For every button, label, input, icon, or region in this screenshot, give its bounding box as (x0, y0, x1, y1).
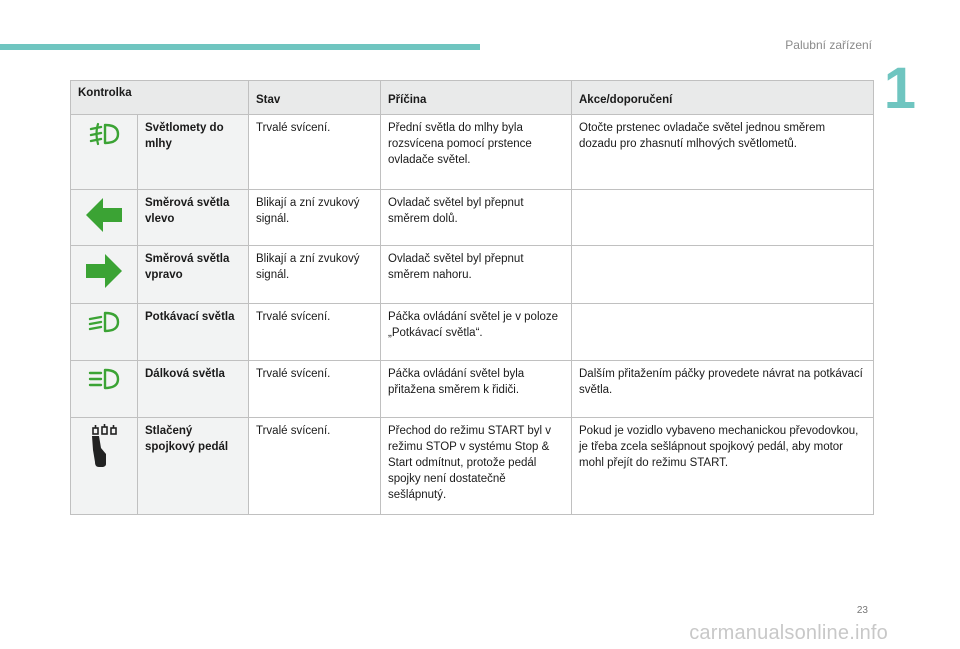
action-cell (572, 304, 874, 361)
left-turn-signal-icon (84, 196, 124, 234)
table-row (71, 304, 874, 361)
column-header-indicator: Kontrolka (71, 81, 249, 115)
table-row (71, 190, 874, 246)
chapter-number: 1 (883, 56, 916, 121)
page-number: 23 (856, 605, 868, 616)
icon-cell (71, 361, 138, 418)
cause-cell: Páčka ovládání světel je v poloze „Potkávací světla“. (381, 304, 572, 361)
cause-cell: Ovladač světel byl přepnut směrem nahoru. (381, 246, 572, 304)
action-cell: Dalším přitažením páčky provedete návrat na potkávací světla. (572, 361, 874, 418)
table-row (71, 361, 874, 418)
indicator-name: Směrová světla vlevo (138, 190, 249, 246)
table-row (71, 418, 874, 515)
table-row (71, 246, 874, 304)
indicator-name: Směrová světla vpravo (138, 246, 249, 304)
table-header-row (71, 81, 874, 115)
right-turn-signal-icon (84, 252, 124, 290)
main-beam-icon (87, 367, 121, 391)
status-cell: Blikají a zní zvukový signál. (249, 190, 381, 246)
icon-cell (71, 418, 138, 515)
status-cell: Trvalé svícení. (249, 304, 381, 361)
action-cell: Pokud je vozidlo vybaveno mechanickou převodovkou, je třeba zcela sešlápnout spojkový pedál, aby motor mohl přejít do režimu START. (572, 418, 874, 515)
status-cell: Trvalé svícení. (249, 361, 381, 418)
dipped-beam-icon (87, 310, 121, 334)
icon-cell (71, 190, 138, 246)
clutch-pedal-icon (84, 424, 124, 468)
action-cell (572, 190, 874, 246)
front-fog-light-icon (87, 121, 121, 147)
column-header-cause: Příčina (381, 81, 572, 115)
watermark: carmanualsonline.info (689, 622, 888, 644)
status-cell: Blikají a zní zvukový signál. (249, 246, 381, 304)
indicator-name: Stlačený spojkový pedál (138, 418, 249, 515)
indicator-name: Světlomety do mlhy (138, 115, 249, 190)
column-header-action: Akce/doporučení (572, 81, 874, 115)
cause-cell: Ovladač světel byl přepnut směrem dolů. (381, 190, 572, 246)
action-cell: Otočte prstenec ovladače světel jednou směrem dozadu pro zhasnutí mlhových světlometů. (572, 115, 874, 190)
icon-cell (71, 115, 138, 190)
indicator-name: Potkávací světla (138, 304, 249, 361)
icon-cell (71, 246, 138, 304)
indicator-table (70, 80, 874, 515)
cause-cell: Páčka ovládání světel byla přitažena směrem k řidiči. (381, 361, 572, 418)
cause-cell: Přední světla do mlhy byla rozsvícena pomocí prstence ovladače světel. (381, 115, 572, 190)
icon-cell (71, 304, 138, 361)
cause-cell: Přechod do režimu START byl v režimu STOP v systému Stop & Start odmítnut, protože pedál spojky není dostatečně sešlápnutý. (381, 418, 572, 515)
action-cell (572, 246, 874, 304)
section-title: Palubní zařízení (785, 38, 872, 52)
accent-bar (0, 44, 480, 50)
indicator-name: Dálková světla (138, 361, 249, 418)
column-header-status: Stav (249, 81, 381, 115)
status-cell: Trvalé svícení. (249, 418, 381, 515)
status-cell: Trvalé svícení. (249, 115, 381, 190)
table-row (71, 115, 874, 190)
